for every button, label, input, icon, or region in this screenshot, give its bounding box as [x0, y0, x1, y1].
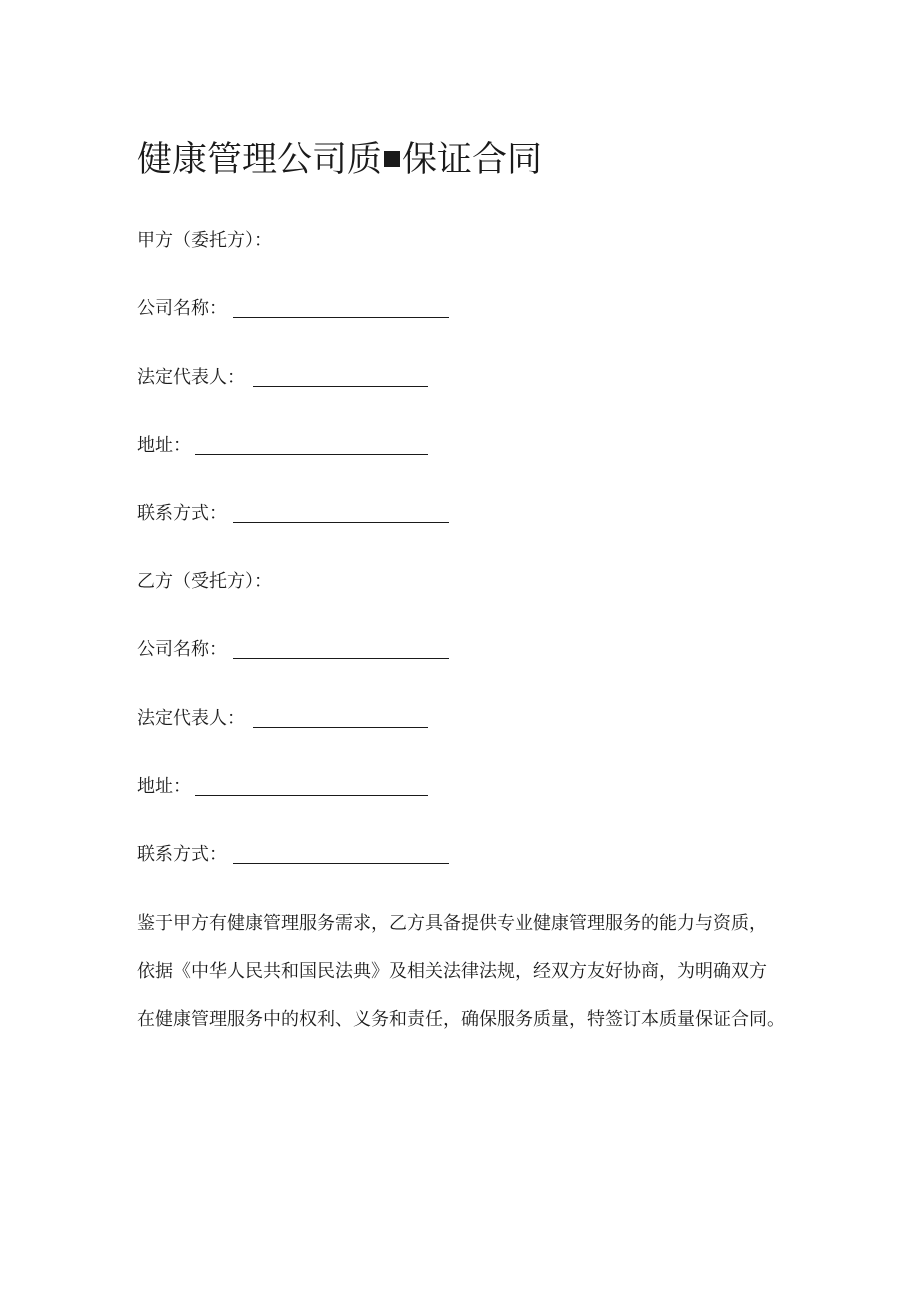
party-b-rep-label: 法定代表人： — [137, 708, 245, 729]
missing-glyph-box — [384, 151, 400, 167]
party-a-company-label: 公司名称： — [137, 298, 227, 319]
title-text-start: 健康管理公司质 — [137, 140, 383, 180]
title-text-end: 保证合同 — [402, 140, 543, 180]
document-title — [137, 136, 542, 184]
party-b-heading: 乙方（受托方）： — [137, 571, 272, 592]
party-a-address-blank[interactable] — [195, 454, 428, 455]
party-b-address-label: 地址： — [137, 776, 191, 797]
preamble-line-1: 鉴于甲方有健康管理服务需求，乙方具备提供专业健康管理服务的能力与资质， — [137, 913, 767, 934]
party-b-company-label: 公司名称： — [137, 639, 227, 660]
party-b-contact-blank[interactable] — [233, 863, 449, 864]
party-a-rep-blank[interactable] — [253, 386, 428, 387]
party-a-address-label: 地址： — [137, 435, 191, 456]
party-a-contact-blank[interactable] — [233, 522, 449, 523]
party-a-company-blank[interactable] — [233, 317, 449, 318]
party-a-contact-label: 联系方式： — [137, 503, 227, 524]
party-b-rep-blank[interactable] — [253, 727, 428, 728]
party-a-heading: 甲方（委托方）： — [137, 230, 272, 251]
party-a-rep-label: 法定代表人： — [137, 367, 245, 388]
preamble-line-3: 在健康管理服务中的权利、义务和责任，确保服务质量，特签订本质量保证合同。 — [137, 1009, 785, 1030]
party-b-address-blank[interactable] — [195, 795, 428, 796]
preamble-line-2: 依据《中华人民共和国民法典》及相关法律法规，经双方友好协商，为明确双方 — [137, 961, 767, 982]
party-b-contact-label: 联系方式： — [137, 844, 227, 865]
party-b-company-blank[interactable] — [233, 658, 449, 659]
